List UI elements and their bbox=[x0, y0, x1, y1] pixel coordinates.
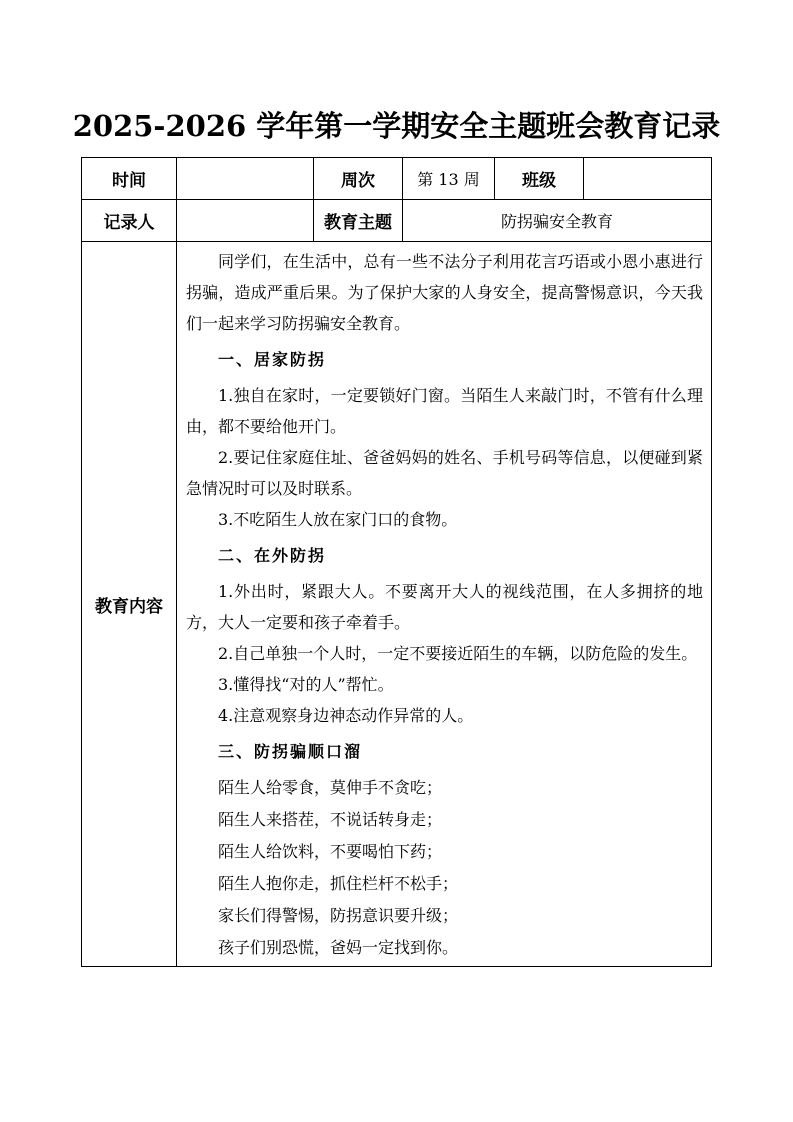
recorder-value bbox=[177, 200, 314, 242]
list-item: 1.外出时，紧跟大人。不要离开大人的视线范围，在人多拥挤的地方，大人一定要和孩子牵着手。 bbox=[186, 582, 703, 632]
class-label: 班级 bbox=[495, 158, 584, 200]
time-label: 时间 bbox=[82, 158, 177, 200]
section-heading-outside: 二、在外防拐 bbox=[218, 546, 327, 565]
intro-paragraph: 同学们，在生活中，总有一些不法分子利用花言巧语或小恩小惠进行拐骗，造成严重后果。为了保护大家的人身安全，提高警惕意识，今天我们一起来学习防拐骗安全教育。 bbox=[186, 252, 703, 333]
section-heading-rhyme: 三、防拐骗顺口溜 bbox=[218, 742, 363, 761]
content-cell bbox=[177, 242, 712, 967]
verse-line: 家长们得警惕，防拐意识要升级； bbox=[218, 906, 459, 925]
verse-line: 孩子们别恐慌，爸妈一定找到你。 bbox=[218, 938, 459, 957]
verse-line: 陌生人给零食，莫伸手不贪吃； bbox=[218, 778, 443, 797]
content-label: 教育内容 bbox=[82, 242, 177, 967]
class-value bbox=[584, 158, 712, 200]
list-item: 2.自己单独一个人时，一定不要接近陌生的车辆，以防危险的发生。 bbox=[218, 644, 698, 663]
record-table bbox=[81, 157, 712, 967]
theme-value: 防拐骗安全教育 bbox=[403, 200, 712, 242]
recorder-label: 记录人 bbox=[82, 200, 177, 242]
list-item: 3.不吃陌生人放在家门口的食物。 bbox=[218, 510, 458, 529]
table-row bbox=[82, 200, 712, 242]
week-value: 第 13 周 bbox=[403, 158, 495, 200]
section-heading-home: 一、居家防拐 bbox=[218, 350, 327, 369]
week-label: 周次 bbox=[314, 158, 403, 200]
document-title: 2025-2026 学年第一学期安全主题班会教育记录 bbox=[72, 109, 721, 143]
list-item: 3.懂得找“对的人”帮忙。 bbox=[218, 675, 394, 694]
list-item: 1.独自在家时，一定要锁好门窗。当陌生人来敲门时，不管有什么理由，都不要给他开门。 bbox=[186, 386, 703, 436]
verse-line: 陌生人给饮料，不要喝怕下药； bbox=[218, 842, 443, 861]
verse-line: 陌生人来搭茬，不说话转身走； bbox=[218, 810, 443, 829]
table-row bbox=[82, 158, 712, 200]
list-item: 4.注意观察身边神态动作异常的人。 bbox=[218, 706, 474, 725]
list-item: 2.要记住家庭住址、爸爸妈妈的姓名、手机号码等信息，以便碰到紧急情况时可以及时联系。 bbox=[186, 448, 703, 498]
verse-line: 陌生人抱你走，抓住栏杆不松手； bbox=[218, 874, 459, 893]
time-value bbox=[177, 158, 314, 200]
theme-label: 教育主题 bbox=[314, 200, 403, 242]
table-row bbox=[82, 242, 712, 967]
